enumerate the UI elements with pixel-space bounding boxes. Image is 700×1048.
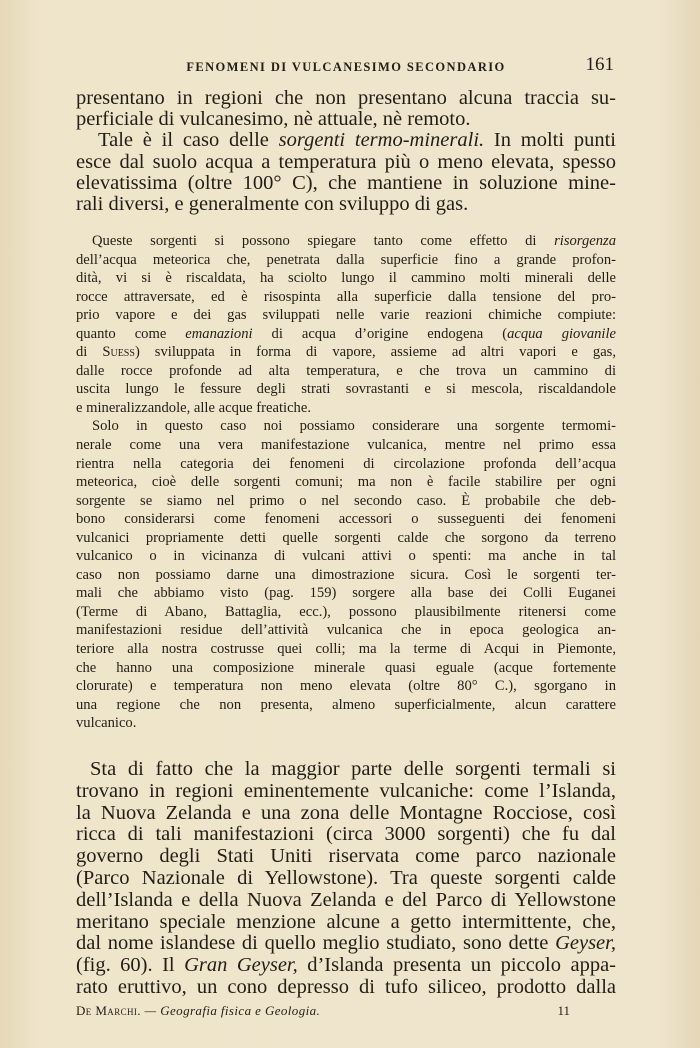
text-line: esce dal suolo acqua a temperatura più o meno elevata, spesso — [76, 150, 616, 173]
page-footer — [76, 1000, 616, 1022]
text-line: di Suess) sviluppata in forma di vapore, assieme ad altri vapori e gas, — [76, 344, 617, 361]
text-line: vulcanico. — [76, 715, 137, 732]
main-text — [76, 759, 616, 999]
text-line: meteorica, cioè delle sorgenti comuni; ma non è facile stabilire per ogni — [76, 474, 616, 491]
running-title: FENOMENI DI VULCANESIMO SECONDARIO — [186, 60, 506, 74]
text-line: rocce attraversate, ed è risospinta alla superficie dalla tensione del pro- — [76, 288, 616, 305]
text-line: vulcanico o in vicinanza di vulcani attivi o spenti: ma anche in tal — [76, 548, 616, 565]
text-line: una regione che non presenta, almeno superficialmente, alcun carattere — [76, 696, 616, 713]
text-line: che hanno una composizione minerale quasi eguale (acque fortemente — [76, 659, 616, 676]
text-line: dell’Islanda e della Nuova Zelanda e del Parco di Yellowstone — [76, 888, 616, 911]
text-line: dità, vi si è riscaldata, ha sciolto lungo il cammino molti minerali delle — [76, 270, 616, 287]
text-line: prio vapore e dei gas sviluppati nelle varie reazioni chimiche compiute: — [76, 307, 616, 324]
text-line: manifestazioni residue dell’attività vulcanica che in epoca geologica an- — [76, 622, 616, 639]
text-line: presentano in regioni che non presentano alcuna traccia su- — [76, 87, 616, 109]
text-line: (fig. 60). Il Gran Geyser, d’Islanda presenta un piccolo appa- — [76, 954, 616, 977]
text-line: quanto come emanazioni di acqua d’origine endogena (acqua giovanile — [76, 325, 617, 342]
footer-citation: De Marchi. — Geografia fisica e Geologia. — [76, 1003, 321, 1018]
text-line: (Terme di Abano, Battaglia, ecc.), possono plausibilmente ritenersi come — [76, 603, 616, 620]
text-line: meritano speciale menzione alcune a getto intermittente, che, — [76, 910, 616, 933]
text-line: Tale è il caso delle sorgenti termo-minerali. In molti punti — [98, 129, 616, 152]
text-line: rali diversi, e generalmente con sviluppo di gas. — [76, 193, 469, 216]
page-number: 161 — [585, 54, 614, 75]
text-line: rato eruttivo, un cono depresso di tufo siliceo, prodotto dalla — [76, 975, 616, 998]
text-line: uscita lungo le fessure degli strati sovrastanti e si mescola, riscaldandole — [76, 381, 616, 398]
text-line: teriore alla nostra costrusse quei colli; ma la terme di Acqui in Piemonte, — [76, 641, 616, 658]
text-line: nerale come una vera manifestazione vulcanica, mentre nel primo essa — [76, 437, 616, 454]
text-line: e mineralizzandole, alle acque freatiche. — [76, 399, 311, 416]
text-line: governo degli Stati Uniti riservata come parco nazionale — [76, 845, 616, 868]
text-line: dal nome islandese di quello meglio studiato, sono dette Geyser, — [76, 932, 616, 955]
text-line: elevatissima (oltre 100° C), che mantiene in soluzione mine- — [76, 171, 616, 194]
text-line: bono considerarsi come fenomeni accessori o susseguenti dei fenomeni — [76, 511, 616, 528]
text-line: rientra nella categoria dei fenomeni di circolazione profonda dell’acqua — [76, 455, 616, 472]
text-line: dell’acqua meteorica che, penetrata dalla superficie fino a grande profon- — [76, 251, 616, 268]
page-header — [76, 54, 616, 80]
text-line: sorgente se siamo nel primo o nel secondo caso. È probabile che deb- — [76, 492, 616, 509]
text-line: trovano in regioni eminentemente vulcaniche: come l’Islanda, — [76, 779, 616, 802]
text-line: Sta di fatto che la maggior parte delle sorgenti termali si — [90, 758, 616, 780]
text-line: ricca di tali manifestazioni (circa 3000 sorgenti) che fu dal — [76, 823, 616, 846]
text-line: perficiale di vulcanesimo, nè attuale, nè remoto. — [76, 108, 471, 131]
text-line: clorurate) e temperatura non meno elevata (oltre 80° C.), sgorgano in — [76, 678, 616, 695]
text-line: vulcanici propriamente detti quelle sorgenti calde che sorgono da terreno — [76, 529, 616, 546]
term-sorgenti-termo-minerali: sorgenti termo-minerali. — [278, 129, 485, 152]
text-line: (Parco Nazionale di Yellowstone). Tra queste sorgenti calde — [76, 866, 616, 889]
text-line: Queste sorgenti si possono spiegare tanto come effetto di risorgenza — [92, 233, 616, 249]
text-line: mali che abbiamo visto (pag. 159) sorgere alla base dei Colli Euganei — [76, 585, 616, 602]
note-text — [76, 232, 616, 733]
text-line: la Nuova Zelanda e una zona delle Montagne Rocciose, così — [76, 801, 616, 824]
intro-text — [76, 88, 616, 215]
text-line: caso non possiamo darne una dimostrazione sicura. Così le sorgenti ter- — [76, 566, 616, 583]
text-line: Solo in questo caso noi possiamo considerare una sorgente termomi- — [92, 418, 616, 435]
text-line: dalle rocce profonde ad alta temperatura, e che trova un cammino di — [76, 362, 616, 379]
signature-mark: 11 — [557, 1003, 570, 1018]
